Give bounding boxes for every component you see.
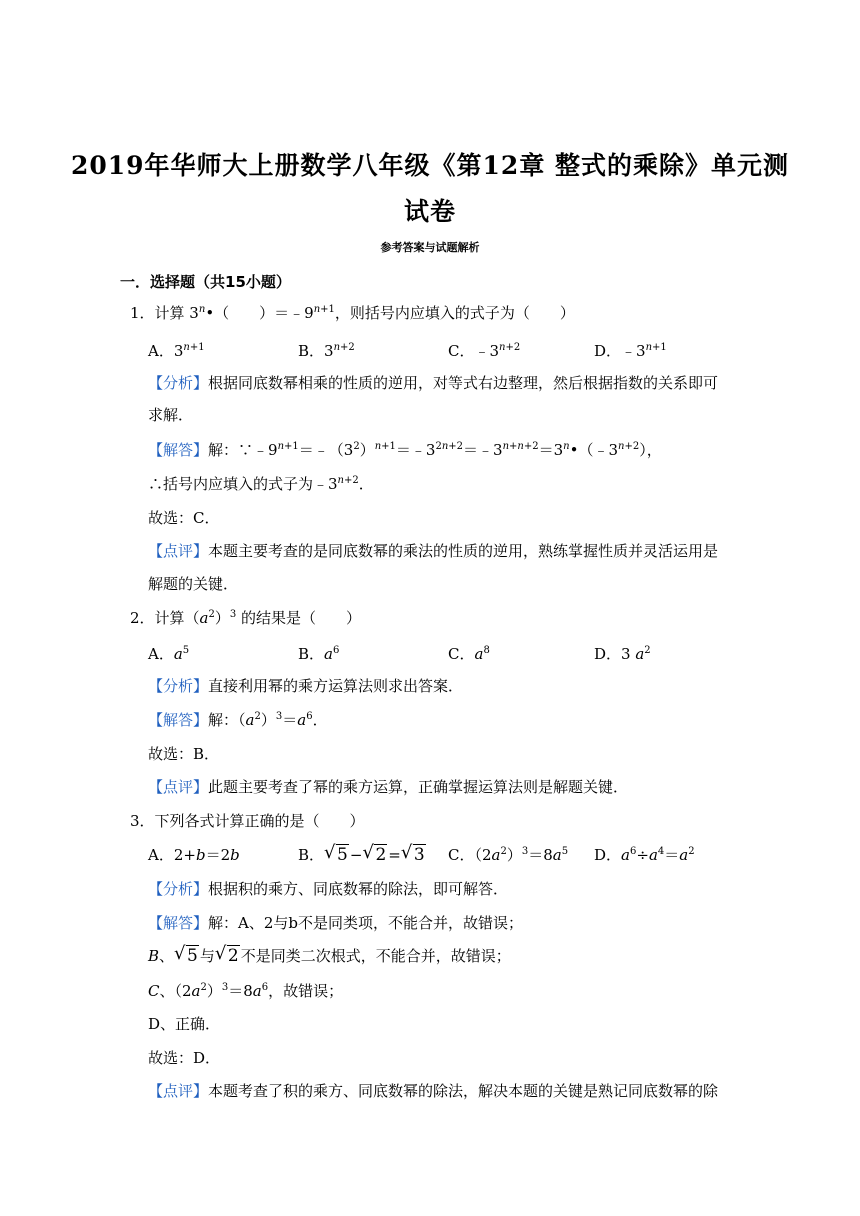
q1-option-d: D．$﹣3^{n+1}$ xyxy=(594,342,667,360)
answer-tag: 【解答】 xyxy=(148,441,209,459)
q3-solution-d: D、正确． xyxy=(148,1015,221,1033)
q1-review-cont: 解题的关键． xyxy=(148,575,239,593)
q1-option-a: A．$3^{n+1}$ xyxy=(148,342,205,360)
q3-analysis: 【分析】根据积的乘方、同底数幂的除法，即可解答． xyxy=(148,880,509,898)
q3-option-b: B．√ 5 −√ 2 =√ 3 xyxy=(298,845,427,865)
q1-stem: 1．计算 3$^n$•（ ）$=﹣9^{n+1}$，则括号内应填入的式子为（ ） xyxy=(130,304,575,322)
q3-solution-a: 【解答】解：A、2与b不是同类项，不能合并，故错误； xyxy=(148,914,523,932)
q1-review: 【点评】本题主要考查的是同底数幂的乘法的性质的逆用，熟练掌握性质并灵活运用是 xyxy=(148,542,719,560)
q2-option-b: B．$a^6$ xyxy=(298,645,340,663)
q1-option-b: B．$3^{n+2}$ xyxy=(298,342,355,360)
q1-solution-conclusion: ∴括号内应填入的式子为$﹣3^{n+2}$． xyxy=(148,475,374,493)
q2-option-c: C．$a^8$ xyxy=(448,645,490,663)
section-heading: 一．选择题（共15小题） xyxy=(120,273,291,291)
document-title-line2: 试卷 xyxy=(403,197,456,226)
q2-stem: 2．计算$(a^2)^3$ 的结果是（ ） xyxy=(130,609,362,627)
q3-stem: 3．下列各式计算正确的是（ ） xyxy=(130,812,365,830)
q3-option-c: C．$(2a^2)^3=8a^5$ xyxy=(448,846,569,864)
q3-review: 【点评】本题考查了积的乘方、同底数幂的除法，解决本题的关键是熟记同底数幂的除 xyxy=(148,1082,719,1100)
q1-analysis-cont: 求解． xyxy=(148,406,194,424)
q1-option-c: C．$﹣3^{n+2}$ xyxy=(448,342,521,360)
q1-analysis: 【分析】根据同底数幂相乘的性质的逆用，对等式右边整理，然后根据指数的关系即可 xyxy=(148,374,719,392)
q1-solution: 【解答】解：$\because﹣9^{n+1}=﹣(3^2)^{n+1}=﹣3^{2n+2}=﹣3^{n+n+2}=3^n•(﹣3^{n+2})$， xyxy=(148,441,662,459)
document-subtitle: 参考答案与试题解析 xyxy=(380,241,480,254)
q3-solution-c: C、$(2a^2)^3=8a^6$，故错误； xyxy=(148,982,344,1000)
q2-option-a: A．$a^5$ xyxy=(148,645,190,663)
q1-answer-choice: 故选：C． xyxy=(148,509,220,527)
q2-review: 【点评】此题主要考查了幂的乘方运算，正确掌握运算法则是解题关键． xyxy=(148,778,629,796)
q2-analysis: 【分析】直接利用幂的乘方运算法则求出答案． xyxy=(148,677,464,695)
q3-answer-choice: 故选：D． xyxy=(148,1049,221,1067)
q3-option-d: D．$a^6\div a^4=a^2$ xyxy=(594,846,695,864)
q2-option-d: D．3 $a^2$ xyxy=(594,645,651,663)
q3-solution-b: B、√ 5 与√ 2 不是同类二次根式，不能合并，故错误； xyxy=(148,946,511,966)
document-title-line1: 2019年华师大上册数学八年级《第12章 整式的乘除》单元测 xyxy=(70,151,790,180)
q2-solution: 【解答】解：$(a^2)^3=a^6$． xyxy=(148,711,328,729)
q3-option-a: A．2+b＝2b xyxy=(148,846,240,864)
analysis-tag: 【分析】 xyxy=(148,374,209,392)
review-tag: 【点评】 xyxy=(148,542,209,560)
q2-answer-choice: 故选：B． xyxy=(148,745,220,763)
